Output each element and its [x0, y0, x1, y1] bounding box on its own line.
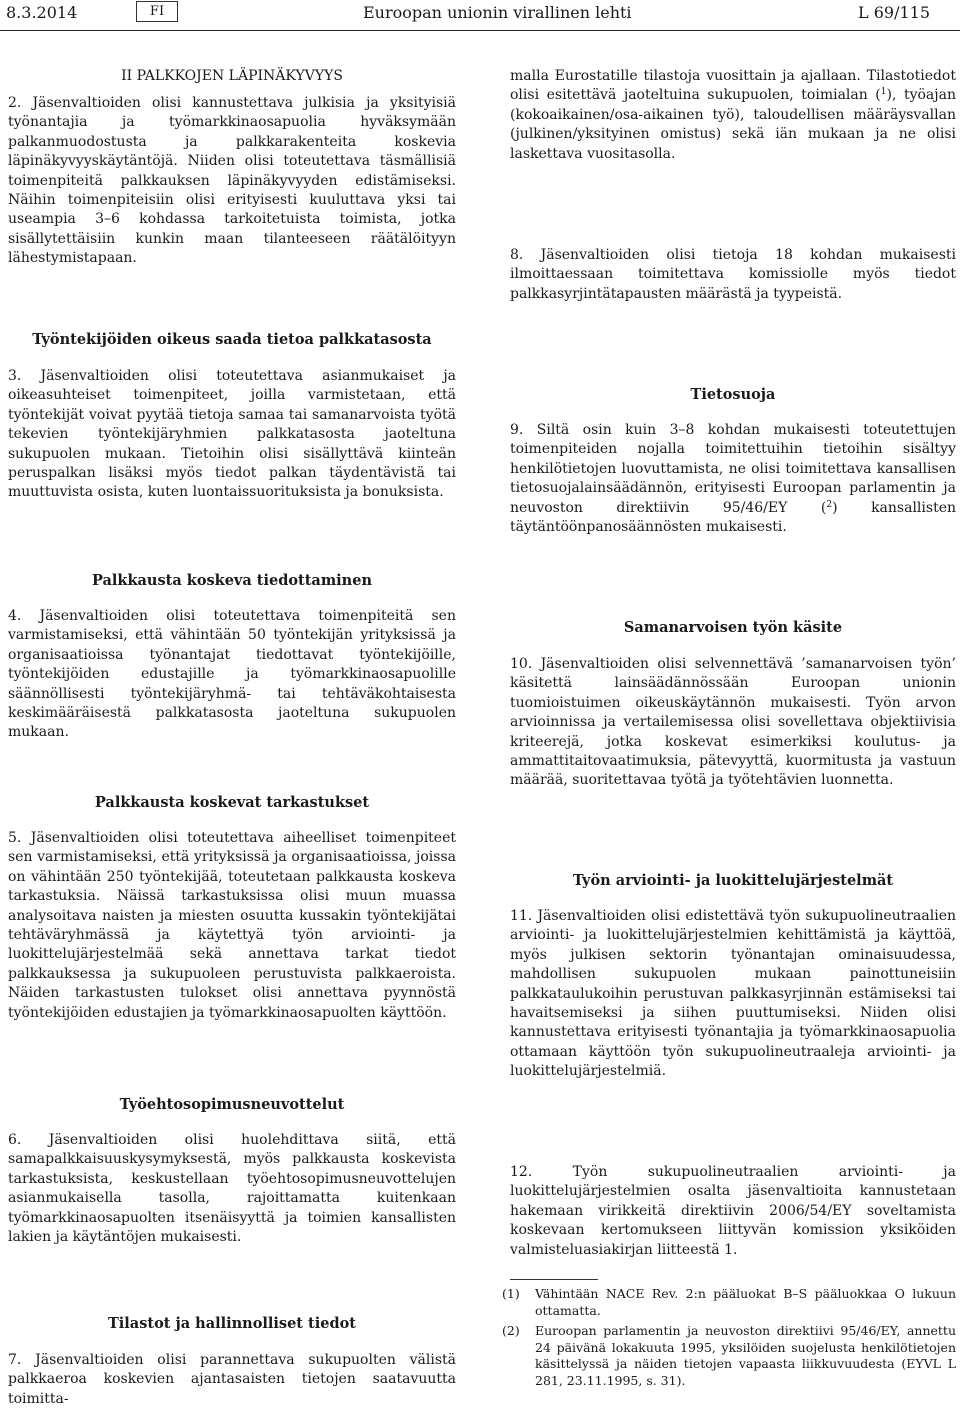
footnote-1 [502, 1286, 956, 1319]
paragraph-5: 5. Jäsenvaltioiden olisi toteutettava aiheelliset toimenpiteet sen varmistamiseksi, että yrityksissä ja organisaatioissa, joissa on vähintään 250 työntekijää, toteutetaan palkkausta koskeva tarkastuksia. Näissä tarkastuksissa olisi muun muassa analysoitava naisten ja miesten osuutta kussakin työntekijätai tehtäväryhmässä ja käytettyä työn arviointi- ja luokittelujärjestelmää sekä annettava tarkat tiedot palkkauksessa ja sukupuoleen perustuvista palkkaeroista. Näiden tarkastusten tulokset olisi annettava pyynnöstä työntekijöiden edustajien ja työmarkkinaosapuolten käyttöön. [8, 830, 456, 1021]
paragraph-7-continued [510, 67, 956, 164]
footnote-2-text: Euroopan parlamentin ja neuvoston direktiivi 95/46/EY, annettu 24 päivänä lokakuuta 1995, yksilöiden suojelusta henkilötietojen käsittelyssä ja näiden tietojen vapaasta liikkuvuudesta (EYVL L 281, 23.11.1995, s. 31). [535, 1323, 956, 1388]
paragraph-7: 7. Jäsenvaltioiden olisi parannettava sukupuolten välistä palkkaeroa koskevien ajantasaisten tietojen saatavuutta toimitta- [8, 1352, 456, 1407]
heading-10: Samanarvoisen työn käsite [623, 619, 843, 636]
footnote-divider [510, 1279, 598, 1280]
paragraph-6: 6. Jäsenvaltioiden olisi huolehdittava siitä, että samapalkkaisuuskysymyksestä, myös palkkausta koskevista tarkastuksista, keskustellaan työehtosopimusneuvottelujen asianmukaisella tasolla, rajoittamatta kuitenkaan työmarkkinaosapuolten itsenäisyyttä ja toimien kansallisten lakien ja käytäntöjen mukaisesti. [8, 1132, 456, 1246]
footnote-2-mark: (2) [502, 1323, 520, 1338]
issue-reference: L 69/115 [858, 3, 930, 22]
paragraph-11: 11. Jäsenvaltioiden olisi edistettävä työn sukupuolineutraalien arviointi- ja luokittelujärjestelmien kehittämistä ja käyttöä, myös julkisen sektorin työnantajan ominaisuudessa, mahdollisen sukupuolen mukaan painottuneisiin palkkataulukoihin perustuvan palkkasyrjinnän estämiseksi tai havaitsemiseksi ja siihen puuttumiseksi. Niiden olisi kannustettava erityisesti työnantajia ja työmarkkinaosapuolia ottamaan käyttöön työn sukupuolineutraaleja arviointi- ja luokittelujärjestelmiä. [510, 908, 956, 1080]
heading-5: Palkkausta koskevat tarkastukset [94, 794, 370, 811]
footnote-1-mark: (1) [502, 1286, 520, 1301]
page-header [0, 0, 960, 30]
paragraph-7-continued-part-b: ), työajan (kokoaikainen/osa-aikainen työ), taloudellisen määräysvallan (julkinen/yksityinen omistus) sekä iän mukaan ja ne olisi laskettava vuositasolla. [510, 87, 956, 162]
paragraph-3: 3. Jäsenvaltioiden olisi toteutettava asianmukaiset ja oikeasuhteiset toimenpiteet, joilla varmistetaan, että työntekijät voivat pyytää tietoja samaa tai samanarvoista työtä tekevien työntekijäryhmien palkkatasosta jaoteltuna sukupuolen mukaan. Tietoihin olisi sisällyttävä kiinteän peruspalkan lisäksi myös tiedot palkan täydentävistä tai muuttuvista osista, kuten luontaissuorituksista ja bonuksista. [8, 368, 456, 501]
heading-11: Työn arviointi- ja luokittelujärjestelmät [572, 872, 894, 889]
language-code: FI [136, 1, 178, 22]
heading-4: Palkkausta koskeva tiedottaminen [92, 572, 372, 589]
heading-9: Tietosuoja [690, 386, 776, 403]
paragraph-8: 8. Jäsenvaltioiden olisi tietoja 18 kohdan mukaisesti ilmoittaessaan toimitettava komissiolle myös tiedot palkkasyrjintätapausten määrästä ja tyypeistä. [510, 247, 956, 302]
paragraph-4: 4. Jäsenvaltioiden olisi toteutettava toimenpiteitä sen varmistamiseksi, että vähintään 50 työntekijän yrityksissä ja organisaatioissa työnantajat tiedottavat työntekijöille, työntekijöiden edustajille ja työmarkkinaosapuolille säännöllisesti työntekijäryhmä- tai tehtäväkohtaisesta keskimääräisestä palkkatasosta jaoteltuna sukupuolen mukaan. [8, 608, 456, 741]
heading-6: Työehtosopimusneuvottelut [119, 1096, 345, 1113]
footnote-ref-1[interactable]: 1 [880, 87, 887, 98]
paragraph-2: 2. Jäsenvaltioiden olisi kannustettava julkisia ja yksityisiä työnantajia ja työmarkkinaosapuolia hyväksymään palkanmuodostusta ja palkkarakenteita koskevia läpinäkyvyyskäytäntöjä. Niiden olisi toteutettava täsmällisiä toimenpiteitä palkkauksen läpinäkyvyyden edistämiseksi. Näihin toimenpiteisiin olisi erityisesti kuuluttava yksi tai useampia 3–6 kohdassa tarkoitetuista toimista, jotka sisällytettäisiin kunkin maan tilanteeseen räätälöityyn lähestymistapaan. [8, 95, 456, 267]
publication-date: 8.3.2014 [6, 3, 78, 22]
paragraph-9-part-b: ) kansallisten täytäntöönpanosäännösten mukaisesti. [510, 499, 956, 536]
paragraph-9 [510, 421, 956, 537]
section-title: II PALKKOJEN LÄPINÄKYVYYS [121, 68, 343, 84]
paragraph-9-part-a: 9. Siltä osin kuin 3–8 kohdan mukaisesti toteutettujen toimenpiteiden nojalla toimitettuihin tietoihin sisältyy henkilötietojen luovuttamista, ne olisi toimitettava kansallisen tietosuojalainsäädännön, erityisesti Euroopan parlamentin ja neuvoston direktiivin 95/46/EY ( [510, 422, 956, 516]
footnote-1-text: Vähintään NACE Rev. 2:n pääluokat B–S pääluokkaa O lukuun ottamatta. [535, 1286, 956, 1318]
paragraph-10: 10. Jäsenvaltioiden olisi selvennettävä ’samanarvoisen työn’ käsitettä lainsäädännössään Euroopan unionin tuomioistuimen oikeuskäytännön mukaisesti. Työn arvon arvioinnissa ja vertailemisessa olisi sovellettava objektiivisia kriteerejä, jotka koskevat esimerkiksi koulutus- ja ammattitaitovaatimuksia, pätevyyttä, kuormitusta ja vastuun määrää, suoritettavaa työtä ja työtehtävien luonnetta. [510, 656, 956, 789]
paragraph-7-continued-part-a: malla Eurostatille tilastoja vuosittain ja ajallaan. Tilastotiedot olisi esitettävä jaoteltuina sukupuolen, toimialan ( [510, 68, 956, 104]
heading-3: Työntekijöiden oikeus saada tietoa palkkatasosta [32, 331, 432, 348]
journal-title: Euroopan unionin virallinen lehti [363, 3, 632, 22]
footnote-2 [502, 1323, 956, 1389]
paragraph-12: 12. Työn sukupuolineutraalien arviointi- ja luokittelujärjestelmien osalta jäsenvaltioita kannustetaan hakemaan virikkeitä direktiivin 2006/54/EY soveltamista koskevaan kertomukseen liittyvän komission yksiköiden valmisteluasiakirjan liitteestä 1. [510, 1164, 956, 1258]
heading-7: Tilastot ja hallinnolliset tiedot [108, 1315, 356, 1332]
header-divider [0, 30, 960, 31]
footnote-ref-2[interactable]: 2 [826, 499, 833, 510]
